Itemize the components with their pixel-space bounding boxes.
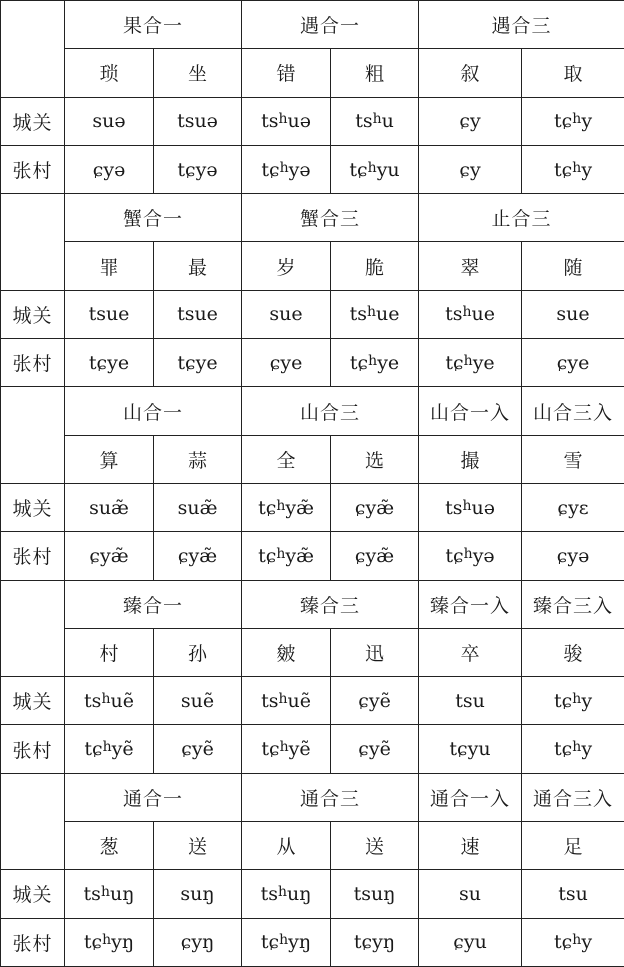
table-row: [1, 290, 624, 338]
pronunciation-cell: $ts^huŋ$: [242, 870, 331, 918]
pronunciation-cell: $ts^huẽ$: [242, 677, 331, 725]
pronunciation-cell: tɕyŋ: [331, 918, 419, 966]
character-cell: 卒: [419, 628, 522, 676]
character-row: [1, 822, 624, 870]
pronunciation-cell: tɕ$^h$y: [522, 725, 624, 773]
group-header-row: [1, 1, 624, 49]
pronunciation-cell: $ts^huə$: [242, 97, 331, 145]
character-cell: 村: [65, 628, 154, 676]
character-cell: 粗: [331, 49, 419, 97]
group-header-cell: 山合一入: [419, 387, 522, 435]
pronunciation-cell: tɕ$^h$yẽ: [65, 725, 154, 773]
group-header-cell: 遇合三: [419, 1, 624, 49]
pronunciation-cell: suæ̃: [154, 483, 242, 531]
pronunciation-cell: ɕyẽ: [331, 677, 419, 725]
character-cell: 送: [331, 822, 419, 870]
table-row: [1, 870, 624, 918]
pronunciation-cell: ɕye: [522, 339, 624, 387]
group-header-cell: 通合一: [65, 773, 242, 821]
table-row: [1, 918, 624, 966]
pronunciation-cell: $ts^huŋ$: [65, 870, 154, 918]
pronunciation-cell: tɕye: [154, 339, 242, 387]
group-header-cell: 通合三: [242, 773, 419, 821]
place-label: 张村: [1, 725, 65, 773]
pronunciation-cell: tsue: [65, 290, 154, 338]
pronunciation-cell: tɕ$^h$yə: [242, 145, 331, 193]
group-header-cell: 山合一: [65, 387, 242, 435]
character-cell: 岁: [242, 242, 331, 290]
corner-cell: [1, 387, 65, 484]
table-row: [1, 145, 624, 193]
place-label: 城关: [1, 870, 65, 918]
group-header-cell: 臻合三入: [522, 580, 624, 628]
place-label: 城关: [1, 677, 65, 725]
group-header-cell: 山合三: [242, 387, 419, 435]
pronunciation-cell: sue: [242, 290, 331, 338]
pronunciation-cell: ɕy: [419, 97, 522, 145]
character-cell: 取: [522, 49, 624, 97]
character-row: [1, 49, 624, 97]
character-cell: 算: [65, 435, 154, 483]
pronunciation-cell: ɕy: [419, 145, 522, 193]
pronunciation-cell: ɕyə: [522, 532, 624, 580]
character-cell: 全: [242, 435, 331, 483]
pronunciation-cell: tsue: [154, 290, 242, 338]
pronunciation-cell: tsuŋ: [331, 870, 419, 918]
pronunciation-cell: tsu: [522, 870, 624, 918]
pronunciation-cell: ɕyæ̃: [331, 532, 419, 580]
pronunciation-cell: tɕ$^h$y: [522, 97, 624, 145]
pronunciation-cell: ɕyẽ: [331, 725, 419, 773]
pronunciation-cell: suẽ: [154, 677, 242, 725]
character-row: [1, 435, 624, 483]
group-header-cell: 臻合三: [242, 580, 419, 628]
pronunciation-cell: tɕ$^h$y: [522, 145, 624, 193]
pronunciation-cell: tɕ$^h$ye: [331, 339, 419, 387]
table-row: [1, 97, 624, 145]
group-header-cell: 蟹合一: [65, 194, 242, 242]
character-cell: 最: [154, 242, 242, 290]
table-row: [1, 725, 624, 773]
pronunciation-cell: suŋ: [154, 870, 242, 918]
pronunciation-cell: ɕyɛ: [522, 483, 624, 531]
group-header-row: [1, 387, 624, 435]
pronunciation-cell: $ts^huẽ$: [65, 677, 154, 725]
place-label: 张村: [1, 145, 65, 193]
group-header-cell: 遇合一: [242, 1, 419, 49]
table-body: [1, 1, 624, 967]
pronunciation-cell: ɕye: [242, 339, 331, 387]
pronunciation-cell: tɕyə: [154, 145, 242, 193]
pronunciation-cell: tɕ$^h$y: [522, 918, 624, 966]
pronunciation-cell: tsu: [419, 677, 522, 725]
pronunciation-cell: tɕ$^h$yẽ: [242, 725, 331, 773]
corner-cell: [1, 1, 65, 98]
group-header-cell: 臻合一入: [419, 580, 522, 628]
pronunciation-cell: ɕyæ̃: [154, 532, 242, 580]
group-header-row: [1, 580, 624, 628]
group-header-cell: 止合三: [419, 194, 624, 242]
group-header-row: [1, 773, 624, 821]
corner-cell: [1, 194, 65, 291]
pronunciation-cell: sue: [522, 290, 624, 338]
pronunciation-cell: ɕyæ̃: [331, 483, 419, 531]
pronunciation-cell: ɕyə: [65, 145, 154, 193]
pronunciation-cell: ɕyæ̃: [65, 532, 154, 580]
pronunciation-cell: tɕ$^h$y: [522, 677, 624, 725]
pronunciation-cell: suə: [65, 97, 154, 145]
pronunciation-cell: tɕ$^h$yə: [419, 532, 522, 580]
character-cell: 速: [419, 822, 522, 870]
character-cell: 足: [522, 822, 624, 870]
group-header-cell: 山合三入: [522, 387, 624, 435]
pronunciation-cell: tɕye: [65, 339, 154, 387]
table-row: [1, 532, 624, 580]
character-cell: 罪: [65, 242, 154, 290]
pronunciation-cell: ɕyŋ: [154, 918, 242, 966]
pronunciation-cell: $ts^hue$: [331, 290, 419, 338]
place-label: 张村: [1, 918, 65, 966]
character-cell: 随: [522, 242, 624, 290]
character-cell: 从: [242, 822, 331, 870]
group-header-cell: 臻合一: [65, 580, 242, 628]
pronunciation-cell: su: [419, 870, 522, 918]
character-cell: 选: [331, 435, 419, 483]
character-cell: 骏: [522, 628, 624, 676]
character-cell: 蒜: [154, 435, 242, 483]
place-label: 城关: [1, 483, 65, 531]
character-cell: 坐: [154, 49, 242, 97]
character-cell: 迅: [331, 628, 419, 676]
pronunciation-cell: ɕyu: [419, 918, 522, 966]
table-row: [1, 339, 624, 387]
character-cell: 脆: [331, 242, 419, 290]
character-row: [1, 628, 624, 676]
group-header-cell: 果合一: [65, 1, 242, 49]
character-cell: 琐: [65, 49, 154, 97]
place-label: 张村: [1, 339, 65, 387]
place-label: 张村: [1, 532, 65, 580]
pronunciation-cell: $ts^hu$: [331, 97, 419, 145]
pronunciation-cell: suæ̃: [65, 483, 154, 531]
character-cell: 孙: [154, 628, 242, 676]
pronunciation-cell: tɕyu: [419, 725, 522, 773]
character-cell: 错: [242, 49, 331, 97]
corner-cell: [1, 580, 65, 677]
pronunciation-cell: tɕ$^h$yæ̃: [242, 483, 331, 531]
character-cell: 雪: [522, 435, 624, 483]
group-header-cell: 通合三入: [522, 773, 624, 821]
table-row: [1, 483, 624, 531]
pronunciation-cell: tɕ$^h$yŋ: [242, 918, 331, 966]
pronunciation-cell: tɕ$^h$ye: [419, 339, 522, 387]
character-row: [1, 242, 624, 290]
group-header-row: [1, 194, 624, 242]
pronunciation-cell: $ts^huə$: [419, 483, 522, 531]
corner-cell: [1, 773, 65, 870]
pronunciation-cell: tɕ$^h$yæ̃: [242, 532, 331, 580]
pronunciation-cell: ɕyẽ: [154, 725, 242, 773]
pronunciation-cell: tsuə: [154, 97, 242, 145]
character-cell: 撮: [419, 435, 522, 483]
pronunciation-cell: tɕ$^h$yŋ: [65, 918, 154, 966]
character-cell: 翠: [419, 242, 522, 290]
table-row: [1, 677, 624, 725]
character-cell: 葱: [65, 822, 154, 870]
pronunciation-cell: $ts^hue$: [419, 290, 522, 338]
character-cell: 送: [154, 822, 242, 870]
group-header-cell: 通合一入: [419, 773, 522, 821]
character-cell: 叙: [419, 49, 522, 97]
place-label: 城关: [1, 97, 65, 145]
pronunciation-cell: tɕ$^h$yu: [331, 145, 419, 193]
character-cell: 皴: [242, 628, 331, 676]
group-header-cell: 蟹合三: [242, 194, 419, 242]
place-label: 城关: [1, 290, 65, 338]
